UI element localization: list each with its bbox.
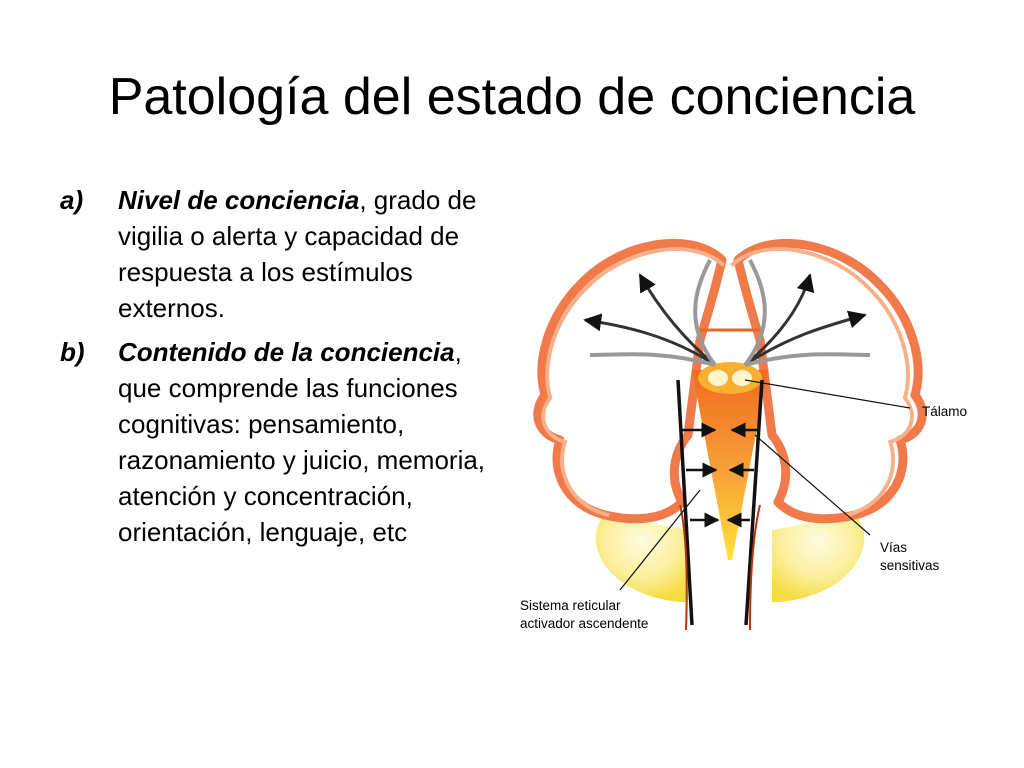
thalamus bbox=[698, 362, 762, 394]
label-sensory-2: sensitivas bbox=[880, 558, 940, 573]
brain-diagram bbox=[510, 230, 990, 640]
slide-title: Patología del estado de conciencia bbox=[108, 68, 916, 126]
label-ras-1: Sistema reticular bbox=[520, 598, 621, 613]
bullet-marker: b) bbox=[60, 337, 85, 367]
bullet-term: Contenido de la conciencia bbox=[118, 337, 455, 367]
bullet-item-content bbox=[60, 334, 490, 550]
bullet-text bbox=[118, 182, 490, 326]
bullet-text bbox=[118, 334, 490, 550]
bullet-term: Nivel de conciencia bbox=[118, 185, 360, 215]
label-sensory-1: Vías bbox=[880, 540, 908, 555]
bullet-description: , grado de vigilia o alerta y capacidad de respuesta a los estímulos externos. bbox=[118, 185, 477, 323]
bullet-list bbox=[60, 182, 490, 558]
bullet-marker: a) bbox=[60, 185, 84, 215]
label-thalamus: Tálamo bbox=[922, 404, 968, 419]
label-ras-2: activador ascendente bbox=[520, 616, 649, 631]
bullet-description: , que comprende las funciones cognitivas: pensamiento, razonamiento y juicio, memoria, atención y concentración, orientación, lenguaje, etc bbox=[118, 337, 486, 547]
bullet-item-level bbox=[60, 182, 490, 326]
